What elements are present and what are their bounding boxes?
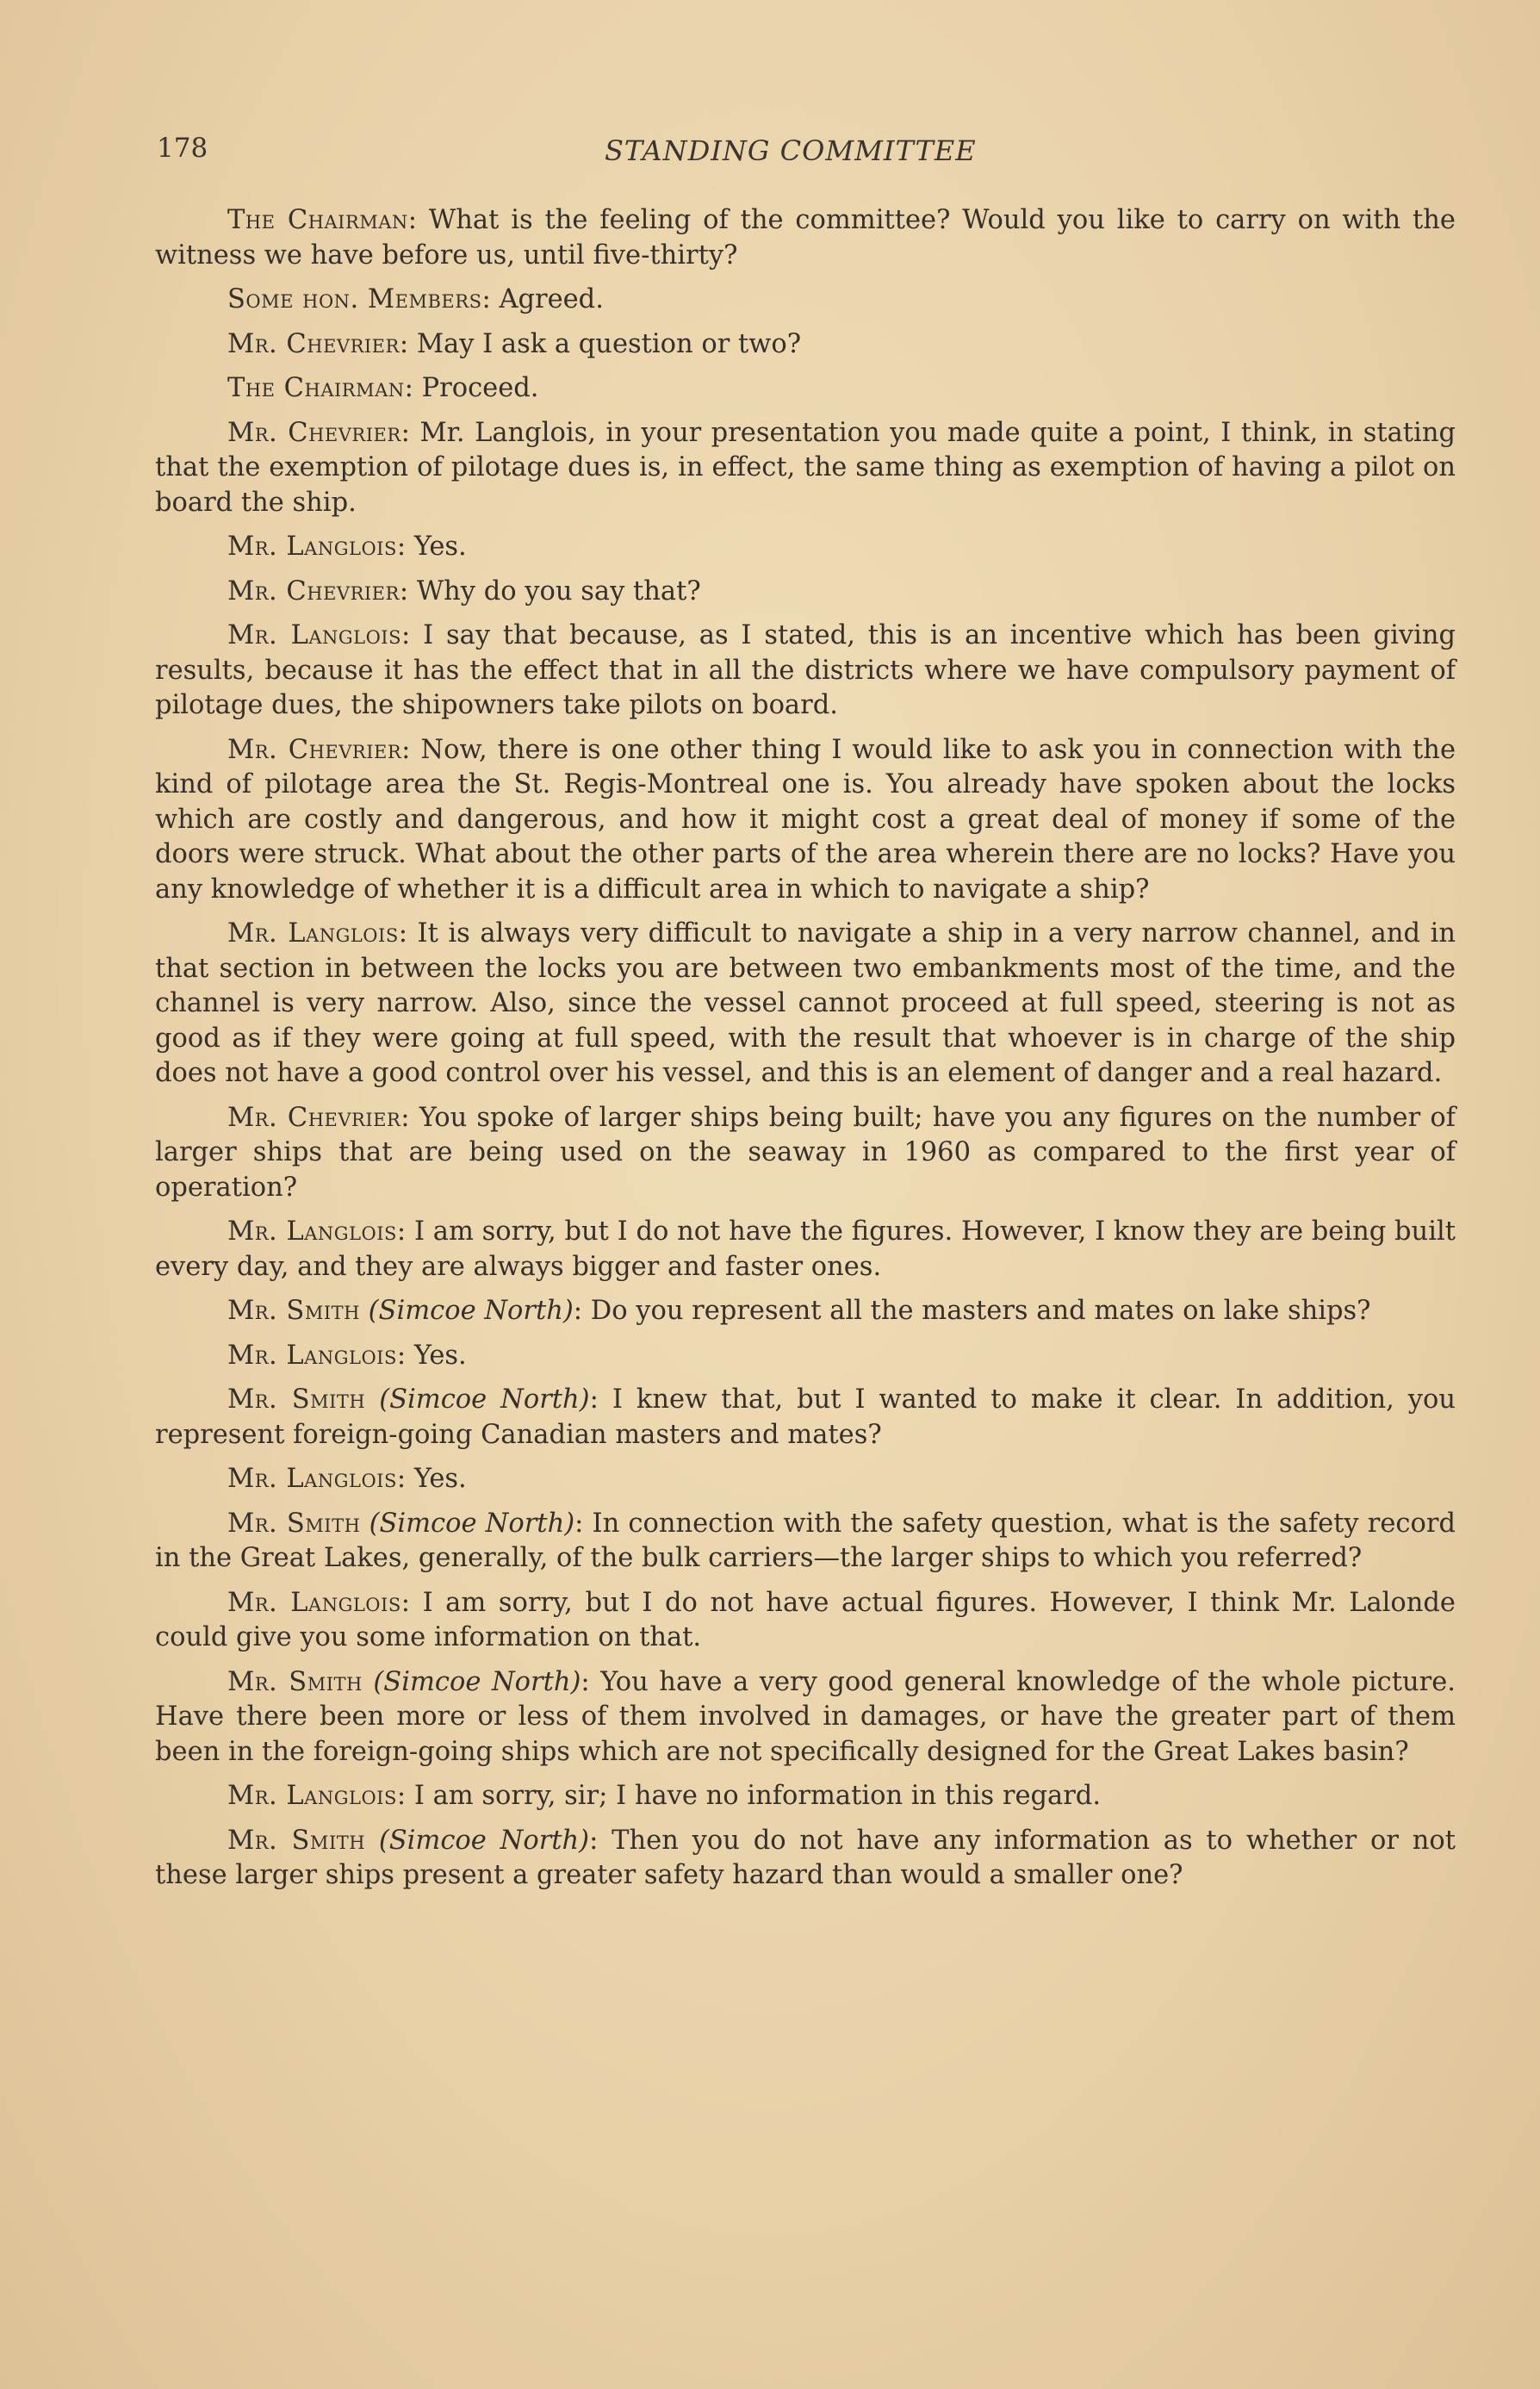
transcript-paragraph	[155, 733, 1456, 908]
page-header	[157, 129, 1454, 172]
speaker-name: Some hon. Members	[227, 284, 482, 314]
paragraph-text: Why do you say that?	[416, 575, 701, 607]
paragraph-text: Do you represent all the masters and mates on lake ships?	[590, 1296, 1371, 1326]
speaker-name: Mr. Smith	[227, 1666, 363, 1697]
speaker-colon: :	[481, 284, 491, 314]
paragraph-text: Agreed.	[499, 284, 604, 314]
transcript-body	[155, 203, 1456, 1903]
speaker-name: Mr. Smith	[227, 1508, 361, 1539]
transcript-paragraph	[155, 530, 1456, 565]
transcript-paragraph	[155, 371, 1456, 407]
speaker-colon: :	[396, 1781, 407, 1811]
paragraph-text: Mr. Langlois, in your presentation you made quite a point, I think, in stating that the exemption of pilotage dues is, in effect, the same thing as exemption of having a pilot on board the ship.	[155, 417, 1456, 518]
transcript-paragraph	[155, 917, 1456, 1092]
speaker-name: Mr. Smith	[227, 1296, 360, 1326]
paragraph-text: In connection with the safety question, what is the safety record in the Great Lakes, generally, of the bulk carriers—the larger ships to which you referred?	[155, 1508, 1456, 1573]
speaker-riding: (Simcoe North)	[368, 1296, 574, 1326]
paragraph-text: Proceed.	[421, 373, 539, 403]
transcript-paragraph	[155, 1339, 1456, 1374]
speaker-name: Mr. Smith	[227, 1825, 366, 1856]
speaker-name: Mr. Langlois	[227, 1464, 397, 1494]
speaker-name: Mr. Chevrier	[227, 575, 400, 607]
paragraph-text: Yes.	[413, 1464, 467, 1494]
paragraph-text: I am sorry, sir; I have no information in this regard.	[413, 1781, 1102, 1811]
speaker-colon: :	[401, 417, 410, 448]
speaker-colon: :	[404, 373, 413, 403]
speaker-colon: :	[407, 205, 418, 235]
transcript-paragraph	[155, 1462, 1456, 1497]
running-head: STANDING COMMITTEE	[605, 134, 977, 167]
transcript-paragraph	[155, 1101, 1456, 1206]
speaker-colon: :	[401, 734, 411, 765]
speaker-colon: :	[398, 918, 407, 949]
speaker-riding: (Simcoe North)	[369, 1508, 575, 1539]
speaker-name: Mr. Chevrier	[227, 1102, 401, 1133]
speaker-riding: (Simcoe North)	[379, 1384, 590, 1415]
paragraph-text: Now, there is one other thing I would like to ask you in connection with the kind of pilotage area the St. Regis-Montreal one is. You already have spoken about the locks which are costly and dangerous, and how it might cost a great deal of money if some of the doors were struck. What about the other parts of the area wherein there are no locks? Have you any knowledge of whether it is a difficult area in which to navigate a ship?	[155, 734, 1456, 905]
paragraph-text: Yes.	[413, 1340, 467, 1371]
speaker-name: Mr. Smith	[227, 1384, 366, 1415]
paragraph-text: Yes.	[413, 532, 467, 562]
paragraph-text: You spoke of larger ships being built; have you any figures on the number of larger ships that are being used on the seaway in 1960 as compared to the first year of operation?	[155, 1102, 1456, 1203]
speaker-colon: :	[401, 1587, 410, 1618]
speaker-colon: :	[399, 575, 409, 607]
transcript-paragraph	[155, 619, 1456, 724]
speaker-name: Mr. Langlois	[227, 1216, 397, 1247]
paragraph-text: Then you do not have any information as to whether or not these larger ships present a greater safety hazard than would a smaller one?	[155, 1825, 1456, 1890]
transcript-paragraph	[155, 283, 1456, 318]
speaker-colon: :	[573, 1296, 583, 1326]
paragraph-text: I knew that, but I wanted to make it clear. In addition, you represent foreign-going Canadian masters and mates?	[155, 1384, 1456, 1450]
transcript-paragraph	[155, 1383, 1456, 1453]
transcript-paragraph	[155, 1507, 1456, 1577]
page-number: 178	[157, 133, 208, 164]
speaker-name: Mr. Langlois	[227, 1340, 397, 1371]
transcript-paragraph	[155, 327, 1456, 363]
speaker-colon: :	[574, 1508, 584, 1539]
transcript-paragraph	[155, 1779, 1456, 1814]
paragraph-text: I say that because, as I stated, this is an incentive which has been giving results, because it has the effect that in all the districts where we have compulsory payment of pilotage dues, the shipowners take pilots on board.	[155, 620, 1456, 720]
paragraph-text: What is the feeling of the committee? Would you like to carry on with the witness we have before us, until five-thirty?	[155, 205, 1456, 271]
paragraph-text: I am sorry, but I do not have actual figures. However, I think Mr. Lalonde could give you some information on that.	[155, 1587, 1456, 1652]
transcript-paragraph	[155, 1665, 1456, 1770]
speaker-name: Mr. Langlois	[227, 1781, 397, 1811]
speaker-riding: (Simcoe North)	[373, 1666, 581, 1697]
speaker-name: Mr. Chevrier	[227, 734, 402, 765]
speaker-name: The Chairman	[227, 205, 408, 235]
speaker-colon: :	[396, 1216, 407, 1247]
speaker-colon: :	[589, 1384, 599, 1415]
speaker-name: Mr. Chevrier	[227, 328, 400, 359]
paragraph-text: May I ask a question or two?	[416, 328, 802, 359]
transcript-paragraph	[155, 1824, 1456, 1894]
transcript-paragraph	[155, 203, 1456, 273]
speaker-colon: :	[589, 1825, 599, 1856]
speaker-name: Mr. Langlois	[227, 620, 401, 650]
speaker-riding: (Simcoe North)	[378, 1825, 590, 1856]
speaker-colon: :	[396, 1464, 407, 1494]
transcript-paragraph	[155, 1294, 1456, 1329]
paragraph-text: You have a very good general knowledge of the whole picture. Have there been more or less of them involved in damages, or have the greater part of them been in the foreign-going ships which are not specifically designed for the Great Lakes basin?	[155, 1666, 1456, 1767]
paragraph-text: I am sorry, but I do not have the figures. However, I know they are being built every day, and they are always bigger and faster ones.	[155, 1216, 1456, 1282]
speaker-colon: :	[399, 328, 409, 359]
transcript-paragraph	[155, 416, 1456, 521]
speaker-colon: :	[396, 532, 407, 562]
speaker-colon: :	[581, 1666, 590, 1697]
speaker-colon: :	[401, 620, 411, 650]
transcript-paragraph	[155, 1586, 1456, 1656]
transcript-paragraph	[155, 1215, 1456, 1285]
speaker-name: The Chairman	[227, 373, 405, 403]
speaker-colon: :	[401, 1102, 410, 1133]
paragraph-text: It is always very difficult to navigate a ship in a very narrow channel, and in that section in between the locks you are between two embankments most of the time, and the channel is very narrow. Also, since the vessel cannot proceed at full speed, steering is not as good as if they were going at full speed, with the result that whoever is in charge of the ship does not have a good control over his vessel, and this is an element of danger and a real hazard.	[155, 918, 1456, 1088]
speaker-colon: :	[396, 1340, 407, 1371]
transcript-paragraph	[155, 575, 1456, 610]
speaker-name: Mr. Langlois	[227, 532, 397, 562]
speaker-name: Mr. Chevrier	[227, 417, 401, 448]
speaker-name: Mr. Langlois	[227, 1587, 401, 1618]
speaker-name: Mr. Langlois	[227, 918, 399, 949]
